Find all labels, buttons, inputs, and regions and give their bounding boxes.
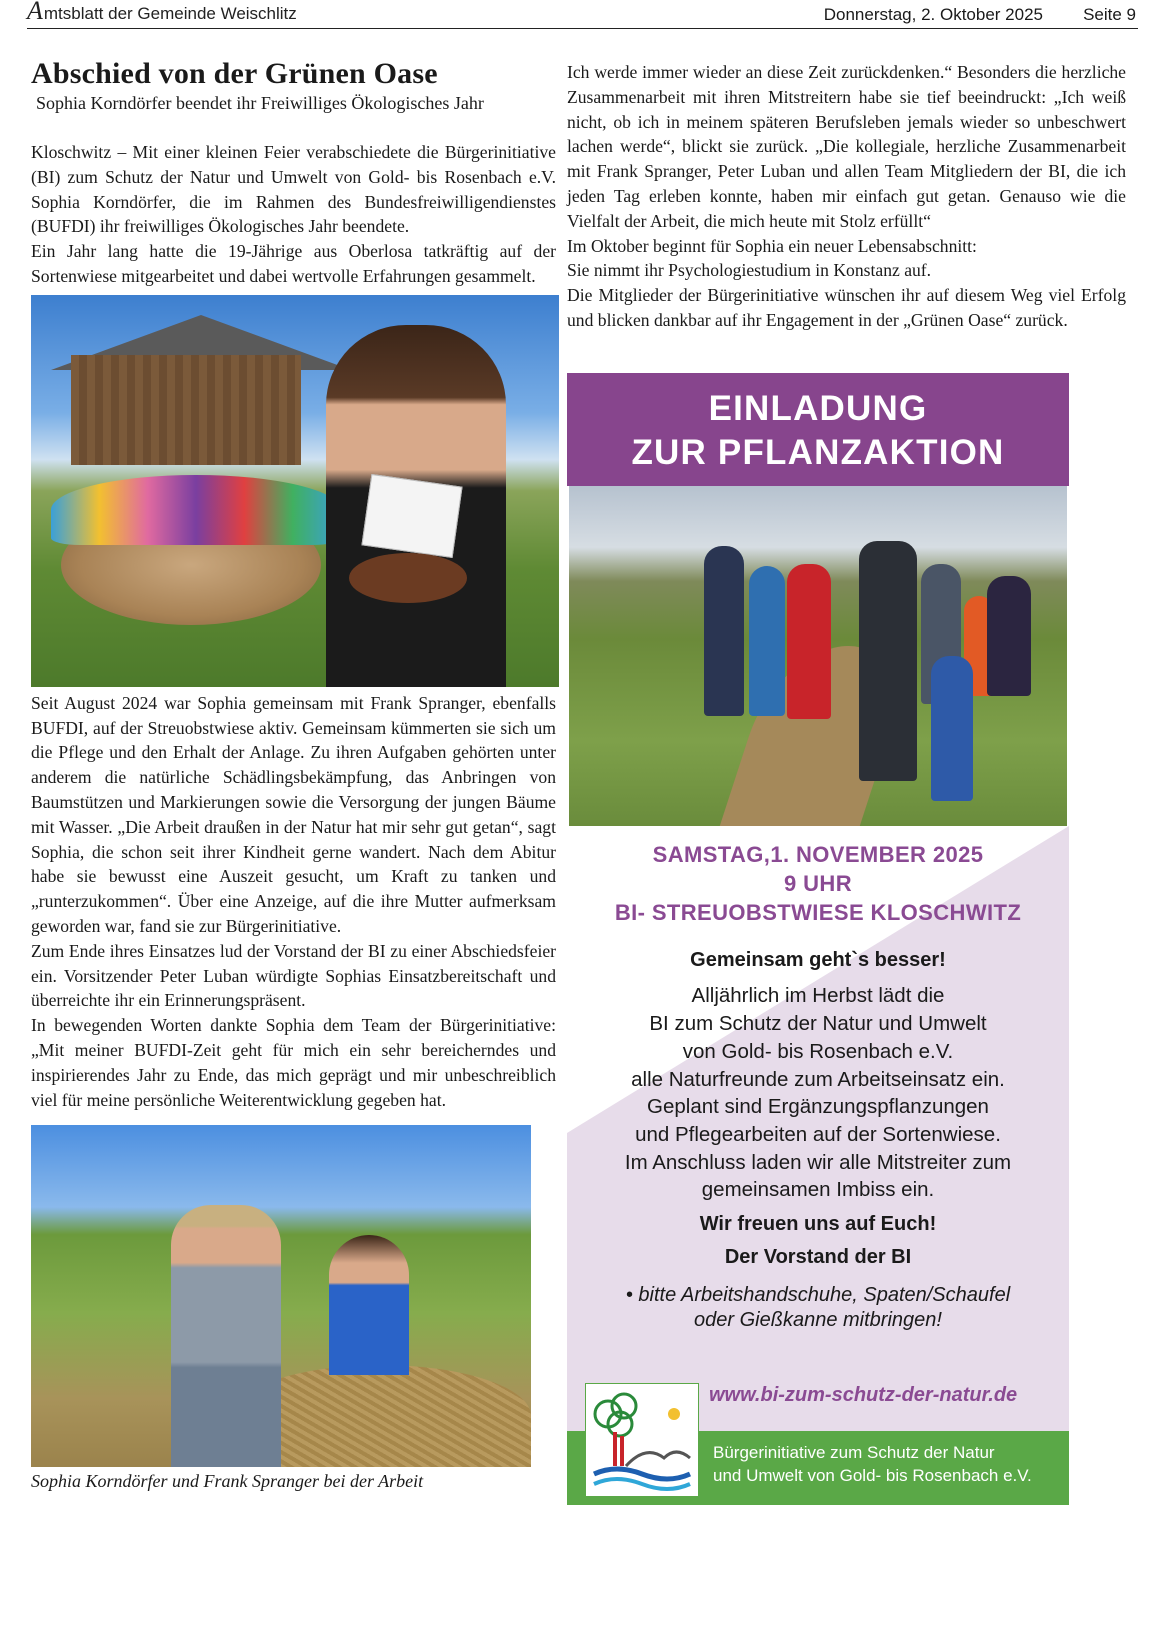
publication-title bbox=[27, 0, 297, 25]
flyer-body-line: alle Naturfreunde zum Arbeitseinsatz ein. bbox=[631, 1067, 1005, 1091]
photo-working-in-orchard bbox=[31, 1125, 531, 1467]
bi-logo-graphic bbox=[586, 1384, 698, 1496]
photo-cake bbox=[349, 553, 467, 603]
photo-hut bbox=[71, 355, 301, 465]
photo-person bbox=[787, 564, 831, 719]
flyer-body-line: von Gold- bis Rosenbach e.V. bbox=[682, 1039, 954, 1063]
issue-date: Donnerstag, 2. Oktober 2025 bbox=[823, 5, 1043, 24]
flyer-body-line: gemeinsamen Imbiss ein. bbox=[701, 1177, 935, 1201]
flyer-location: BI- STREUOBSTWIESE KLOSCHWITZ bbox=[614, 899, 1022, 925]
photo-person bbox=[931, 656, 973, 801]
photo-man bbox=[171, 1205, 281, 1467]
flyer-body-line: Im Anschluss laden wir alle Mitstreiter zum bbox=[624, 1150, 1012, 1174]
flyer-note-line: oder Gießkanne mitbringen! bbox=[694, 1308, 942, 1331]
photo-painted-stump bbox=[51, 475, 341, 545]
page-number: Seite 9 bbox=[1083, 5, 1136, 24]
article-paragraph: Seit August 2024 war Sophia gemeinsam mit Frank Spranger, ebenfalls BUFDI, auf der Streuobstwiese aktiv. Gemeinsam kümmerten sie sich um die Pflege und den Erhalt der Anlage. Zu ihren Aufgaben gehörten unter anderem die natürliche Schädlingsbekämpfung, das Anbringen von Baumstützen und Markierungen sowie die Versorgung der jungen Bäume mit Wasser. „Die Arbeit draußen in der Natur hat mir sehr gut getan“, sagt Sophia, die schon seit ihrer Kindheit gerne wandert. Nach dem Abitur habe sie bewusst eine Auszeit gesucht, um Kraft zu tanken und „runterzukommen“. Über eine Anzeige, auf die ihre Mutter aufmerksam geworden war, fand sie zur Bürgerinitiative. bbox=[31, 692, 556, 936]
footer-line: Bürgerinitiative zum Schutz der Natur bbox=[713, 1442, 995, 1462]
flyer-body-line: BI zum Schutz der Natur und Umwelt bbox=[649, 1011, 987, 1035]
photo-person bbox=[859, 541, 917, 781]
article-paragraph: Im Oktober beginnt für Sophia ein neuer Lebensabschnitt: bbox=[567, 235, 977, 256]
flyer-date: SAMSTAG,1. NOVEMBER 2025 bbox=[652, 841, 984, 867]
flyer-body-line: Geplant sind Ergänzungspflanzungen bbox=[647, 1094, 989, 1118]
page-header bbox=[27, 0, 1138, 29]
flyer-time: 9 UHR bbox=[783, 870, 852, 896]
article-left-column bbox=[31, 56, 556, 1492]
invitation-flyer bbox=[567, 373, 1069, 1505]
article-headline: Abschied von der Grünen Oase bbox=[31, 57, 438, 90]
flyer-title-line: EINLADUNG bbox=[708, 388, 928, 428]
flyer-photo-group-walking bbox=[569, 486, 1067, 826]
photo-card bbox=[361, 474, 462, 558]
flyer-footer-text bbox=[713, 1441, 1032, 1487]
title-rest: mtsblatt der Gemeinde Weischlitz bbox=[43, 4, 297, 23]
flyer-title bbox=[567, 373, 1069, 486]
flyer-slogan: Gemeinsam geht`s besser! bbox=[690, 948, 946, 971]
article-right-column bbox=[567, 60, 1126, 1505]
article-paragraph: Die Mitglieder der Bürgerinitiative wünschen ihr auf diesem Weg viel Erfolg und blicken dankbar auf ihr Engagement in der „Grünen Oase“ zurück. bbox=[567, 285, 1126, 330]
article-paragraph: Kloschwitz – Mit einer kleinen Feier verabschiedete die Bürgerinitiative (BI) zum Schutz der Natur und Umwelt von Gold- bis Rosenbach e.V. Sophia Korndörfer, die im Rahmen des Bundesfreiwilligendienstes (BUFDI) ihr freiwilliges Ökologisches Jahr beendete. bbox=[31, 142, 556, 237]
article-paragraph: Ein Jahr lang hatte die 19-Jährige aus Oberlosa tatkräftig auf der Sortenwiese mitgearbeitet und dabei wertvolle Erfahrungen gesammelt. bbox=[31, 241, 556, 286]
article-paragraph: Ich werde immer wieder an diese Zeit zurückdenken.“ Besonders die herzliche Zusammenarbeit mit ihren Mitstreitern habe sie tief beeindruckt: „Ich weiß nicht, ob ich in meinem späteren Berufsleben jemals wieder so unbeschwert lachen werde“, blickt sie zurück. „Die kollegiale, herzliche Zusammenarbeit mit Frank Spranger, Peter Luban und allen Team Mitgliedern der BI, die ich jeden Tag erleben konnte, haben mir einfach gut getan. Genauso wie die Vielfalt der Arbeit, die mich heute mit Stolz erfüllt“ bbox=[567, 62, 1126, 231]
photo-person bbox=[704, 546, 744, 716]
article-paragraph: Sie nimmt ihr Psychologiestudium in Konstanz auf. bbox=[567, 260, 932, 281]
photo-woman bbox=[329, 1235, 409, 1375]
article-subheadline: Sophia Korndörfer beendet ihr Freiwilliges Ökologisches Jahr bbox=[36, 93, 484, 113]
flyer-signature: Der Vorstand der BI bbox=[724, 1245, 912, 1268]
title-initial: A bbox=[27, 0, 43, 25]
footer-line: und Umwelt von Gold- bis Rosenbach e.V. bbox=[713, 1465, 1032, 1485]
flyer-closing: Wir freuen uns auf Euch! bbox=[699, 1212, 937, 1235]
flyer-website-link[interactable]: www.bi-zum-schutz-der-natur.de bbox=[709, 1383, 1018, 1406]
flyer-title-line: ZUR PFLANZAKTION bbox=[631, 432, 1005, 472]
photo-person bbox=[987, 576, 1031, 696]
bi-logo-icon bbox=[585, 1383, 699, 1497]
photo-caption: Sophia Korndörfer und Frank Spranger bei der Arbeit bbox=[31, 1471, 424, 1492]
photo-sophia-with-cake bbox=[31, 295, 559, 687]
photo-person bbox=[749, 566, 785, 716]
flyer-body-line: und Pflegearbeiten auf der Sortenwiese. bbox=[635, 1122, 1001, 1146]
article-paragraph: Zum Ende ihres Einsatzes lud der Vorstand der BI zu einer Abschiedsfeier ein. Vorsitzender Peter Luban würdigte Sophias Einsatzbereitschaft und überreichte ihr ein Erinnerungspräsent. bbox=[31, 940, 556, 1011]
article-paragraph: In bewegenden Worten dankte Sophia dem Team der Bürgerinitiative: „Mit meiner BUFDI-Zeit geht für mich ein sehr bereicherndes und inspirierendes Jahr zu Ende, das mich geprägt und mir unbeschreiblich viel für meine persönliche Weiterentwicklung gegeben hat. bbox=[31, 1015, 556, 1110]
flyer-body-line: Alljährlich im Herbst lädt die bbox=[691, 983, 945, 1007]
flyer-note-line: • bitte Arbeitshandschuhe, Spaten/Schaufel bbox=[625, 1283, 1011, 1306]
